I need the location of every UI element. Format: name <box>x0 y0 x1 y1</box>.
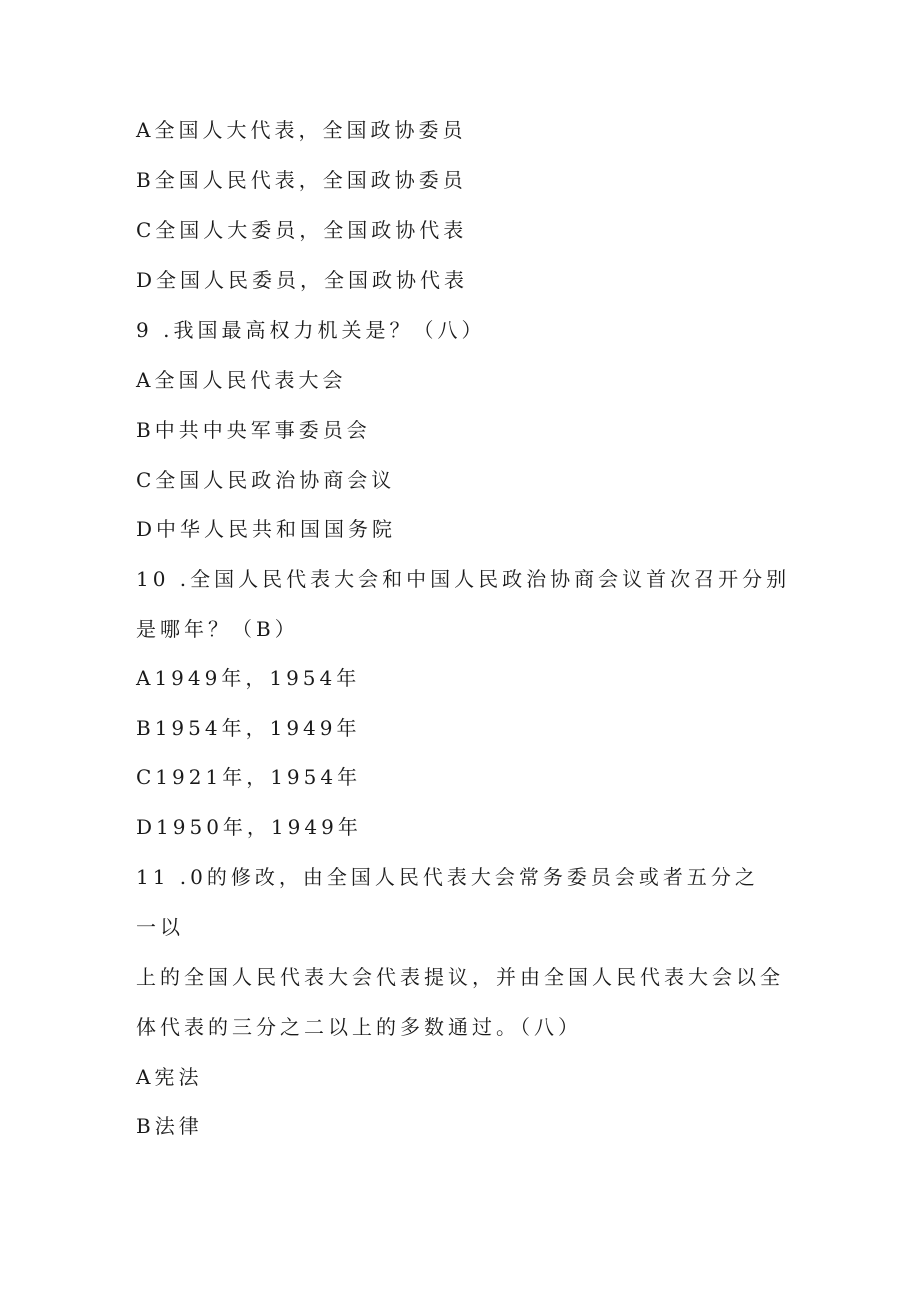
option-d-q8: D全国人民委员，全国政协代表 <box>136 268 469 292</box>
option-b-q8: B全国人民代表，全国政协委员 <box>136 168 467 192</box>
question-11-line-4: 体代表的三分之二以上的多数通过。（八） <box>136 1015 582 1039</box>
option-c-q10: C1921年，1954年 <box>136 765 362 789</box>
option-b-q10: B1954年，1949年 <box>136 716 361 740</box>
option-a-q10: A1949年，1954年 <box>136 666 361 690</box>
option-d-q9: D中华人民共和国国务院 <box>136 517 397 541</box>
option-b-q9: B中共中央军事委员会 <box>136 418 371 442</box>
option-b-q11: B法律 <box>136 1114 203 1138</box>
option-a-q11: A宪法 <box>136 1065 203 1089</box>
question-10-line-1: 10 .全国人民代表大会和中国人民政治协商会议首次召开分别 <box>136 567 791 591</box>
question-11-line-2: 一以 <box>136 915 184 939</box>
option-a-q9: A全国人民代表大会 <box>136 368 347 392</box>
option-d-q10: D1950年，1949年 <box>136 815 362 839</box>
question-10-line-2: 是哪年？（B） <box>136 617 299 641</box>
option-a-q8: A全国人大代表，全国政协委员 <box>136 118 467 142</box>
question-11-line-3: 上的全国人民代表大会代表提议，并由全国人民代表大会以全 <box>136 965 784 989</box>
question-9: 9 .我国最高权力机关是？（八） <box>136 318 486 342</box>
option-c-q9: C全国人民政治协商会议 <box>136 468 396 492</box>
option-c-q8: C全国人大委员，全国政协代表 <box>136 218 468 242</box>
question-11-line-1: 11 .0的修改，由全国人民代表大会常务委员会或者五分之 <box>136 865 759 889</box>
